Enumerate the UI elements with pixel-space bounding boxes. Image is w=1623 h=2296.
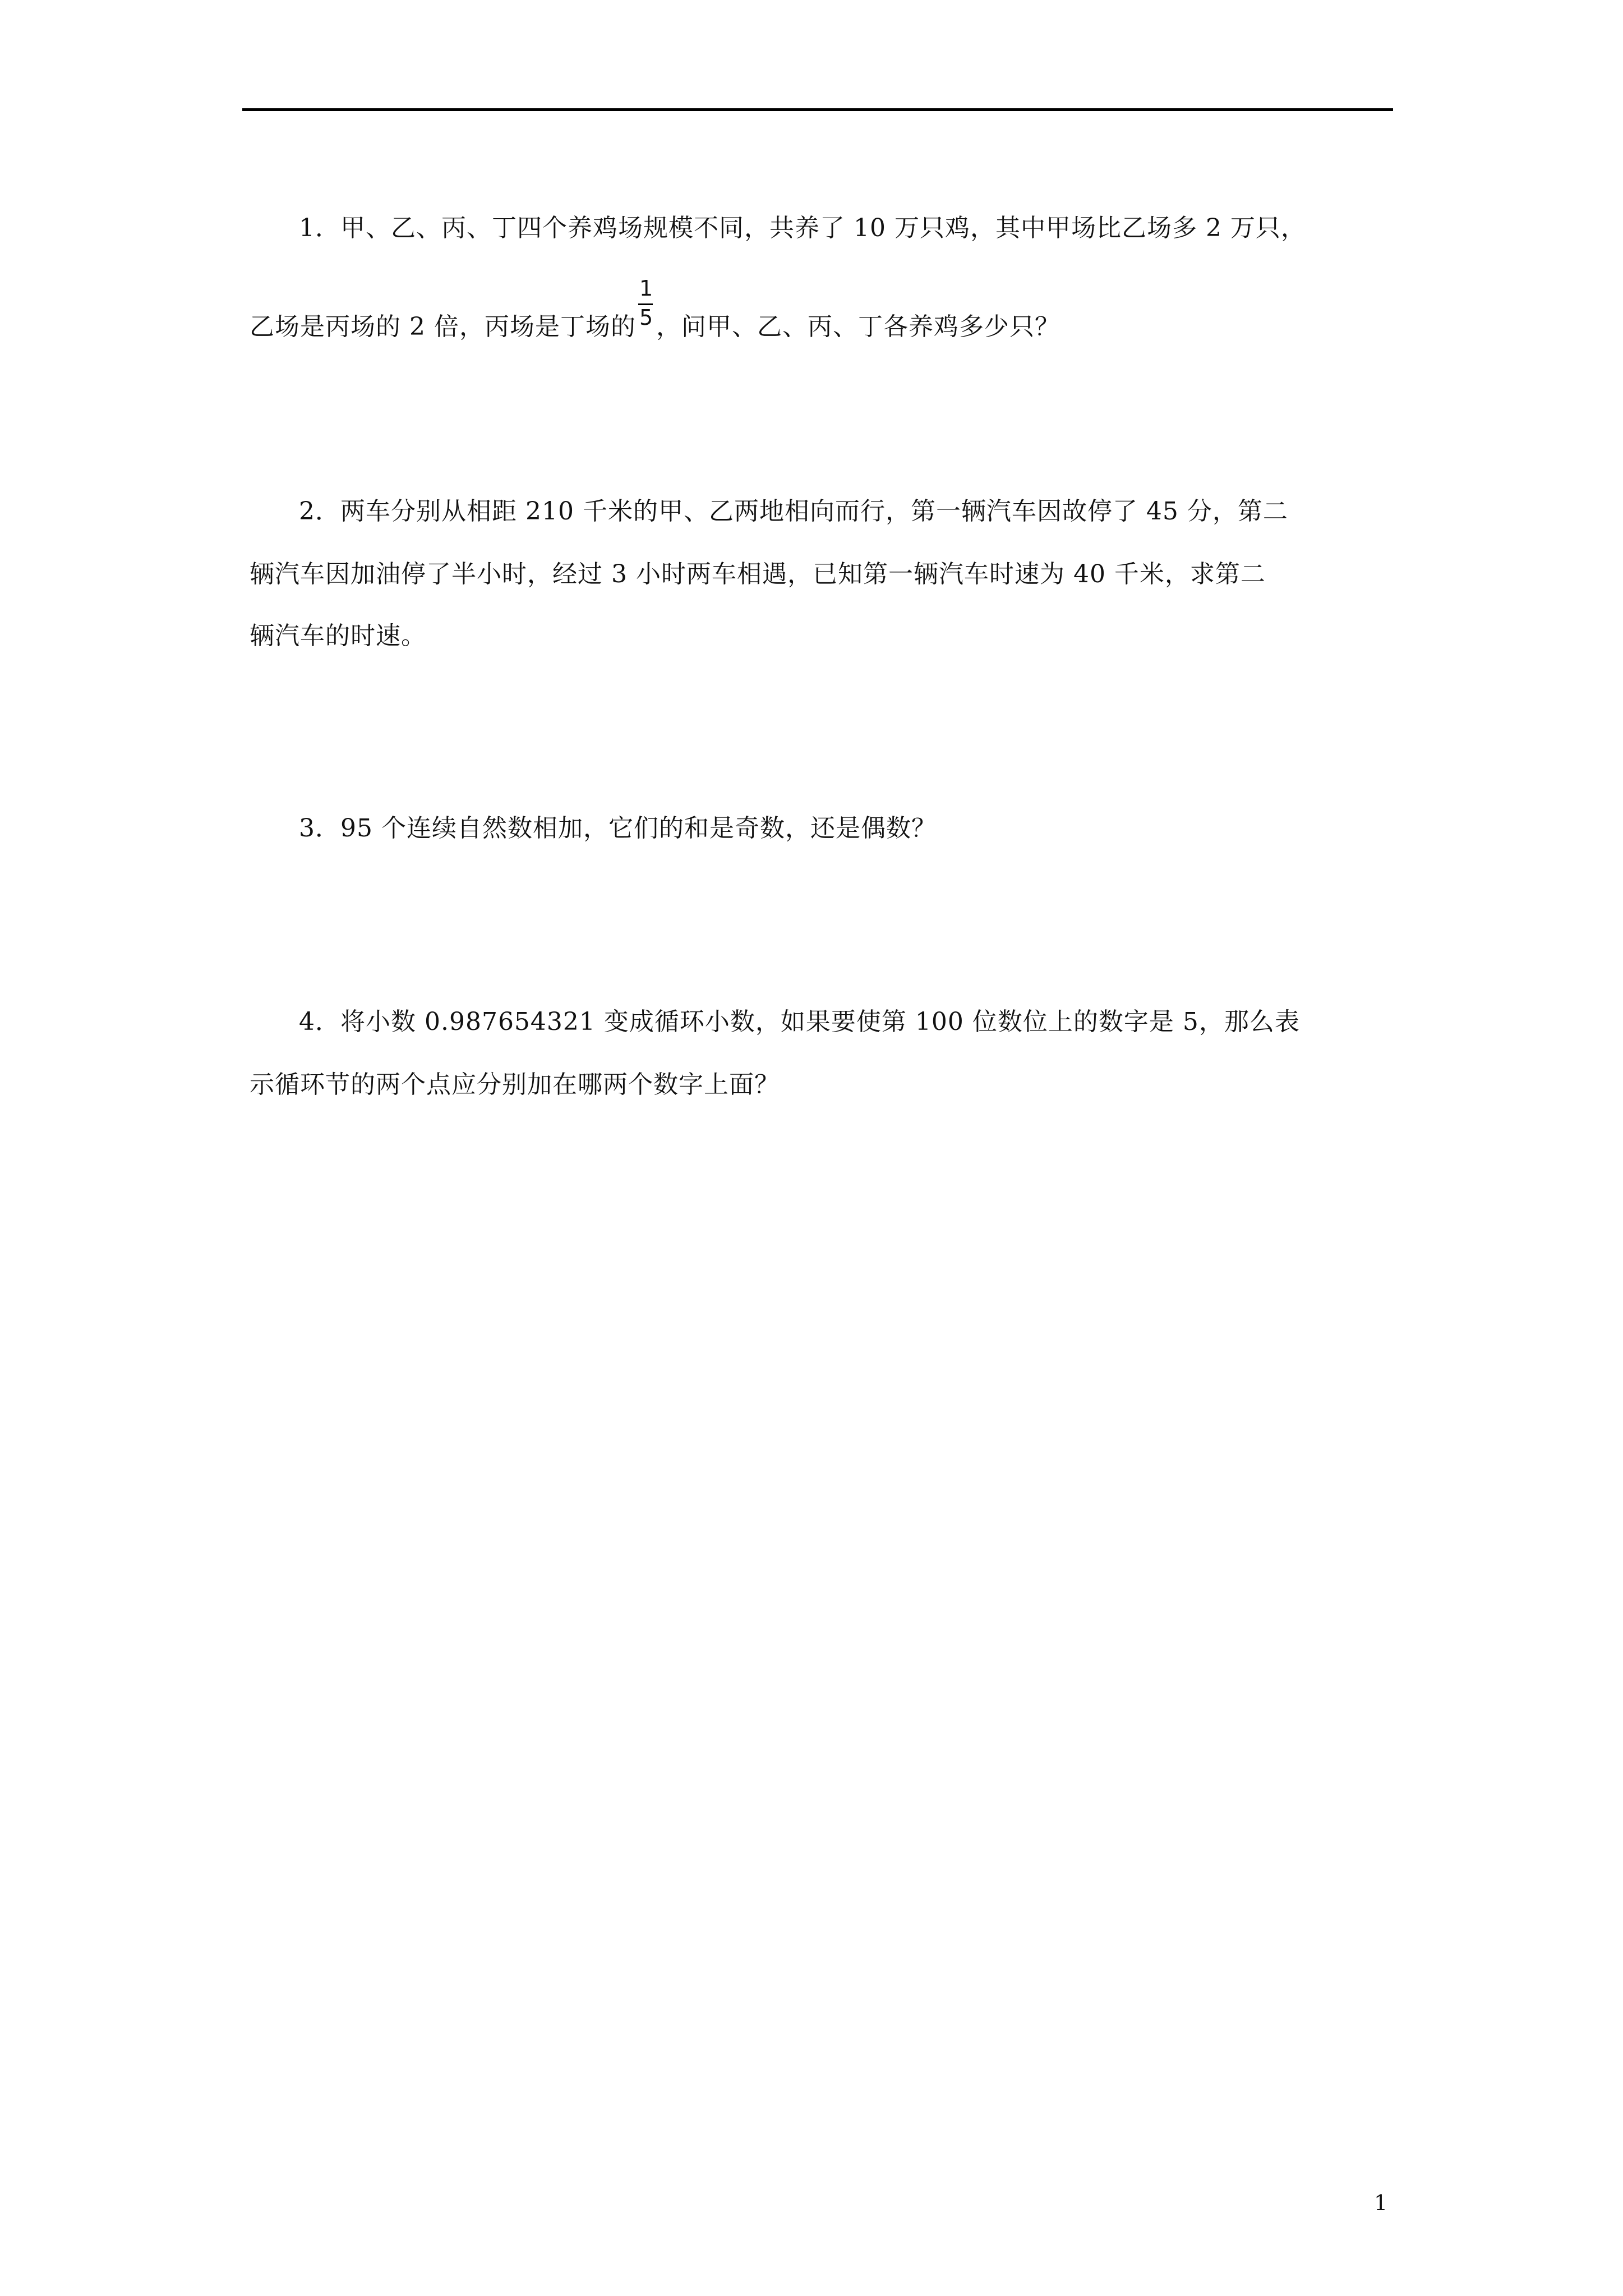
question-1-line-1: 1．甲、乙、丙、丁四个养鸡场规模不同，共养了 10 万只鸡，其中甲场比乙场多 2 万只， <box>299 214 1306 242</box>
fraction-denominator: 5 <box>639 305 654 330</box>
question-2-line-2: 辆汽车因加油停了半小时，经过 3 小时两车相遇，已知第一辆汽车时速为 40 千米，求第二 <box>250 560 1266 588</box>
question-3-line-1: 3．95 个连续自然数相加，它们的和是奇数，还是偶数？ <box>299 814 937 843</box>
fraction <box>636 276 656 335</box>
question-1-line-2-text-b: ，问甲、乙、丙、丁各养鸡多少只？ <box>656 312 1060 341</box>
question-4-line-1: 4．将小数 0.987654321 变成循环小数，如果要使第 100 位数位上的数字是 5，那么表 <box>299 1007 1300 1036</box>
question-2-line-1: 2．两车分别从相距 210 千米的甲、乙两地相向而行，第一辆汽车因故停了 45 分，第二 <box>299 497 1288 526</box>
question-1-line-2 <box>250 276 1060 341</box>
question-1-line-2-text-a: 乙场是丙场的 2 倍，丙场是丁场的 <box>250 312 636 341</box>
page-number: 1 <box>1374 2191 1388 2215</box>
question-4-line-2: 示循环节的两个点应分别加在哪两个数字上面？ <box>250 1070 780 1099</box>
header-rule <box>242 108 1393 111</box>
question-2-line-3: 辆汽车的时速。 <box>250 622 426 650</box>
fraction-numerator: 1 <box>639 276 654 301</box>
